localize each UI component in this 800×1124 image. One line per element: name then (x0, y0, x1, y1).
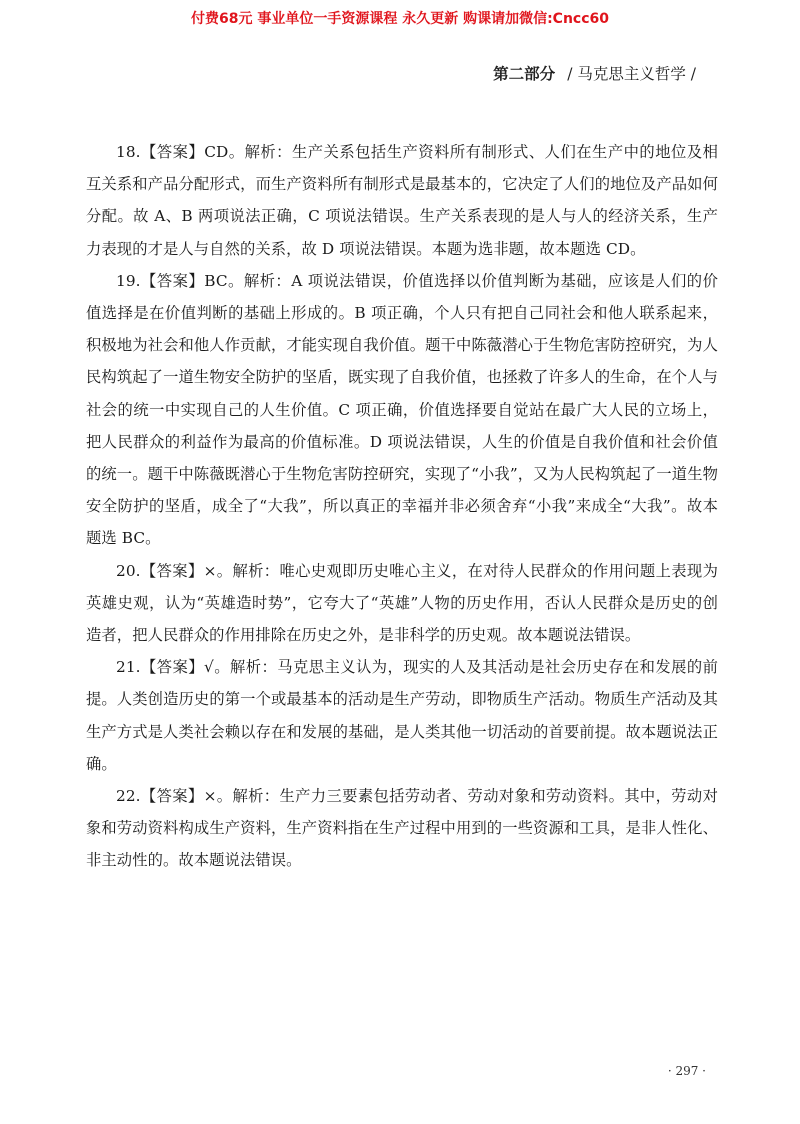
answer-list (86, 136, 718, 877)
running-header (493, 62, 700, 84)
promo-banner: 付费68元 事业单位一手资源课程 永久更新 购课请加微信:Cncc60 (190, 11, 610, 27)
answer-label: 19.【答案】BC。 (116, 271, 244, 290)
answer-label: 20.【答案】×。 (116, 561, 233, 580)
answer-explanation: 解析：生产力三要素包括劳动者、劳动对象和劳动资料。其中，劳动对象和劳动资料构成生产资料，生产资料指在生产过程中用到的一些资源和工具，是非人性化、非主动性的。故本题说法错误。 (86, 787, 718, 870)
answer-explanation: 解析：唯心史观即历史唯心主义，在对待人民群众的作用问题上表现为英雄史观，认为“英雄造时势”，它夸大了“英雄”人物的历史作用，否认人民群众是历史的创造者，把人民群众的作用排除在历史之外，是非科学的历史观。故本题说法错误。 (86, 561, 718, 645)
page-number: · 297 · (667, 1064, 706, 1078)
answer-21 (86, 651, 718, 780)
answer-18 (86, 136, 718, 265)
section-title: / 马克思主义哲学 / (567, 65, 696, 83)
answer-label: 18.【答案】CD。 (116, 143, 245, 161)
answer-20 (86, 555, 718, 652)
answer-19 (86, 265, 718, 555)
answer-22 (86, 780, 718, 877)
answer-explanation: 解析：马克思主义认为，现实的人及其活动是社会历史存在和发展的前提。人类创造历史的第一个或最基本的活动是生产劳动，即物质生产活动。物质生产活动及其生产方式是人类社会赖以存在和发展的基础，是人类其他一切活动的首要前提。故本题说法正确。 (86, 658, 718, 773)
answer-explanation: 解析：A 项说法错误，价值选择以价值判断为基础，应该是人们的价值选择是在价值判断的基础上形成的。B 项正确，个人只有把自己同社会和他人联系起来，积极地为社会和他人作贡献，才能实现自我价值。题干中陈薇潜心于生物危害防控研究，为人民构筑起了一道生物安全防护的坚盾，既实现了自我价值，也拯救了许多人的生命，在个人与社会的统一中实现自己的人生价值。C 项正确，价值选择要自觉站在最广大人民的立场上，把人民群众的利益作为最高的价值标准。D 项说法错误，人生的价值是自我价值和社会价值的统一。题干中陈薇既潜心于生物危害防控研究，实现了“小我”，又为人民构筑起了一道生物安全防护的坚盾，成全了“大我”，所以真正的幸福并非必须舍弃“小我”来成全“大我”。故本题选 BC。 (86, 271, 718, 548)
answer-label: 21.【答案】√。 (116, 658, 230, 677)
part-title: 第二部分 (493, 64, 556, 83)
answer-explanation: 解析：生产关系包括生产资料所有制形式、人们在生产中的地位及相互关系和产品分配形式，而生产资料所有制形式是最基本的，它决定了人们的地位及产品如何分配。故 A、B 两项说法正确，C 项说法错误。生产关系表现的是人与人的经济关系，生产力表现的才是人与自然的关系，故 D 项说法错误。本题为选非题，故本题选 CD。 (86, 143, 718, 258)
answer-label: 22.【答案】×。 (116, 787, 233, 806)
